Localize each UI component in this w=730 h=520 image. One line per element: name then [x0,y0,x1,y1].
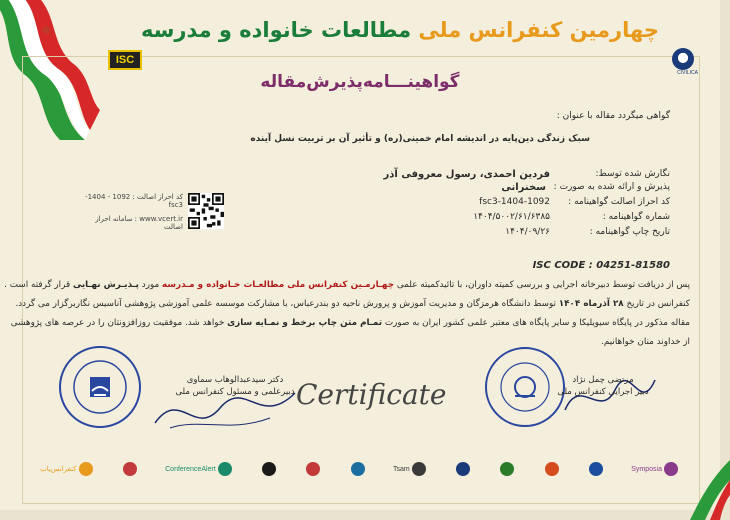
field-presentation-label: پذیرش و ارائه شده به صورت : [553,182,670,192]
civilica-logo-icon [672,48,694,70]
signer-left-name: دکتر سیدعبدالوهاب سماوی [186,375,284,385]
sponsor-logo-3 [498,456,516,482]
body-line-3 [10,317,690,329]
signer-right-name: مرتضی چمل نژاد [572,375,634,385]
sponsor-logo-icon [306,462,320,476]
sponsor-logo-8 [260,456,278,482]
field-print-date-value: ۱۴۰۴/۰۹/۲۶ [505,227,550,237]
field-print-date-label: تاریخ چاپ گواهینامه : [589,227,670,237]
body-line-1-e: قرار گرفته است . [4,280,71,290]
signer-left [160,374,310,398]
body-line-1 [4,279,690,291]
body-line-3-c: خواهد شد. موفقیت روزافزونتان را در عرصه های پژوهشی [10,318,225,328]
body-line-2-b: ۲۸ آذرماه ۱۴۰۴ [558,299,624,309]
field-cert-number-label: شماره گواهینامه : [602,212,670,222]
body-line-2-c: توسط دانشگاه هرمزگان و مدیریت آموزش و پرورش ناحیه دو بندرعباس، با مشارکت موسسه علمی آموزشی پژوهشی آناسیس نگاربرگزار می گردد. [15,299,556,309]
field-authors [384,169,670,180]
body-line-1-d: پـذیـرش نهـایی [72,280,139,290]
sponsor-logos [40,454,680,484]
sponsor-logo-icon [79,462,93,476]
sponsor-logo-1 [587,456,605,482]
sponsor-logo-icon [351,462,365,476]
signer-left-role: دبیرعلمی و مسئول کنفرانس ملی [175,387,295,397]
sponsor-logo-text: Tsam [392,465,410,473]
field-auth-code-value: fsc3-1404-1092 [479,197,550,207]
field-presentation [501,182,670,193]
sponsor-logo-4 [454,456,472,482]
sponsor-logo-11 [40,456,94,482]
certificate-intro: گواهی میگردد مقاله با عنوان : [556,111,670,121]
signer-right [548,374,658,398]
sponsor-logo-icon [218,462,232,476]
sponsor-logo-icon [664,462,678,476]
body-line-3-b: تمـام متن چاپ برخط و نمـایه سازی [227,318,383,328]
isc-code: ISC CODE : 04251-81580 [532,260,670,271]
sponsor-logo-7 [304,456,322,482]
field-cert-number-value: ۱۴۰۴/۵۰۰۲/۶۱/۶۳۸۵ [473,212,550,222]
article-subject: سبک زندگی دین‌پایه در اندیشه امام خمینی(ره) و تأثیر آن بر تربیت نسل آینده [250,134,590,144]
body-line-4: از خداوند منان خواهانیم. [601,337,690,347]
sponsor-logo-9 [165,456,234,482]
certificate-script-word: Certificate [296,378,447,411]
verification-code: کد احراز اصالت : 1092 - 1404-fsc3 [85,193,183,209]
sponsor-logo-icon [589,462,603,476]
sponsor-logo-text: ConferenceAlert [165,465,216,473]
field-cert-number [473,212,670,222]
field-auth-code [479,197,670,207]
body-line-1-b: چهـارمـین کنفرانس ملی مطالعـات خـانواده و مـدرسه [162,280,395,290]
sponsor-logo-text: Symposia [631,465,662,473]
body-line-2 [15,298,690,310]
isc-logo: ISC [108,50,142,70]
sponsor-logo-icon [456,462,470,476]
conference-title-part1: چهارمین کنفرانس ملی [418,18,660,42]
sponsor-logo-text: کنفرانس‌یاب [40,466,77,473]
field-presentation-value: سخنرانی [501,182,546,193]
field-auth-code-label: کد احراز اصالت گواهینامه : [568,197,670,207]
qr-code-icon[interactable] [188,193,224,229]
sponsor-logo-icon [123,462,137,476]
conference-title [140,18,660,42]
sponsor-logo-2 [543,456,561,482]
field-authors-label: نگارش شده توسط: [595,169,670,179]
body-line-3-a: مقاله مذکور در پایگاه سیویلیکا و سایر پایگاه های معتبر علمی کشور ایران به صورت [384,318,690,328]
sponsor-logo-icon [500,462,514,476]
sponsor-logo-icon [412,462,426,476]
signer-right-role: دبیر اجرایی کنفرانس ملی [557,387,649,397]
sponsor-logo-icon [262,462,276,476]
body-line-1-a: پس از دریافت توسط دبیرخانه اجرایی و بررسی کمیته داوران، با تائیدکمیته علمی [396,280,690,290]
body-line-1-c: مورد [141,280,160,290]
sponsor-logo-6 [349,456,367,482]
civilica-logo-text: CIVILICA [677,70,698,76]
certificate-title: گواهینـــامه‌پذیرش‌مقاله [260,72,460,92]
field-print-date [505,227,670,237]
body-line-2-a: کنفرانس در تاریخ [626,299,690,309]
conference-title-part2: مطالعات خانواده و مدرسه [140,18,412,42]
sponsor-logo-5 [393,456,428,482]
sponsor-logo-icon [545,462,559,476]
verification-site[interactable]: www.vcert.ir : سامانه احراز اصالت [95,215,183,231]
university-seal-icon [58,345,142,429]
field-authors-value: فردین احمدی، رسول معروفی آذر [383,169,550,180]
sponsor-logo-10 [121,456,139,482]
sponsor-logo-0 [631,456,680,482]
